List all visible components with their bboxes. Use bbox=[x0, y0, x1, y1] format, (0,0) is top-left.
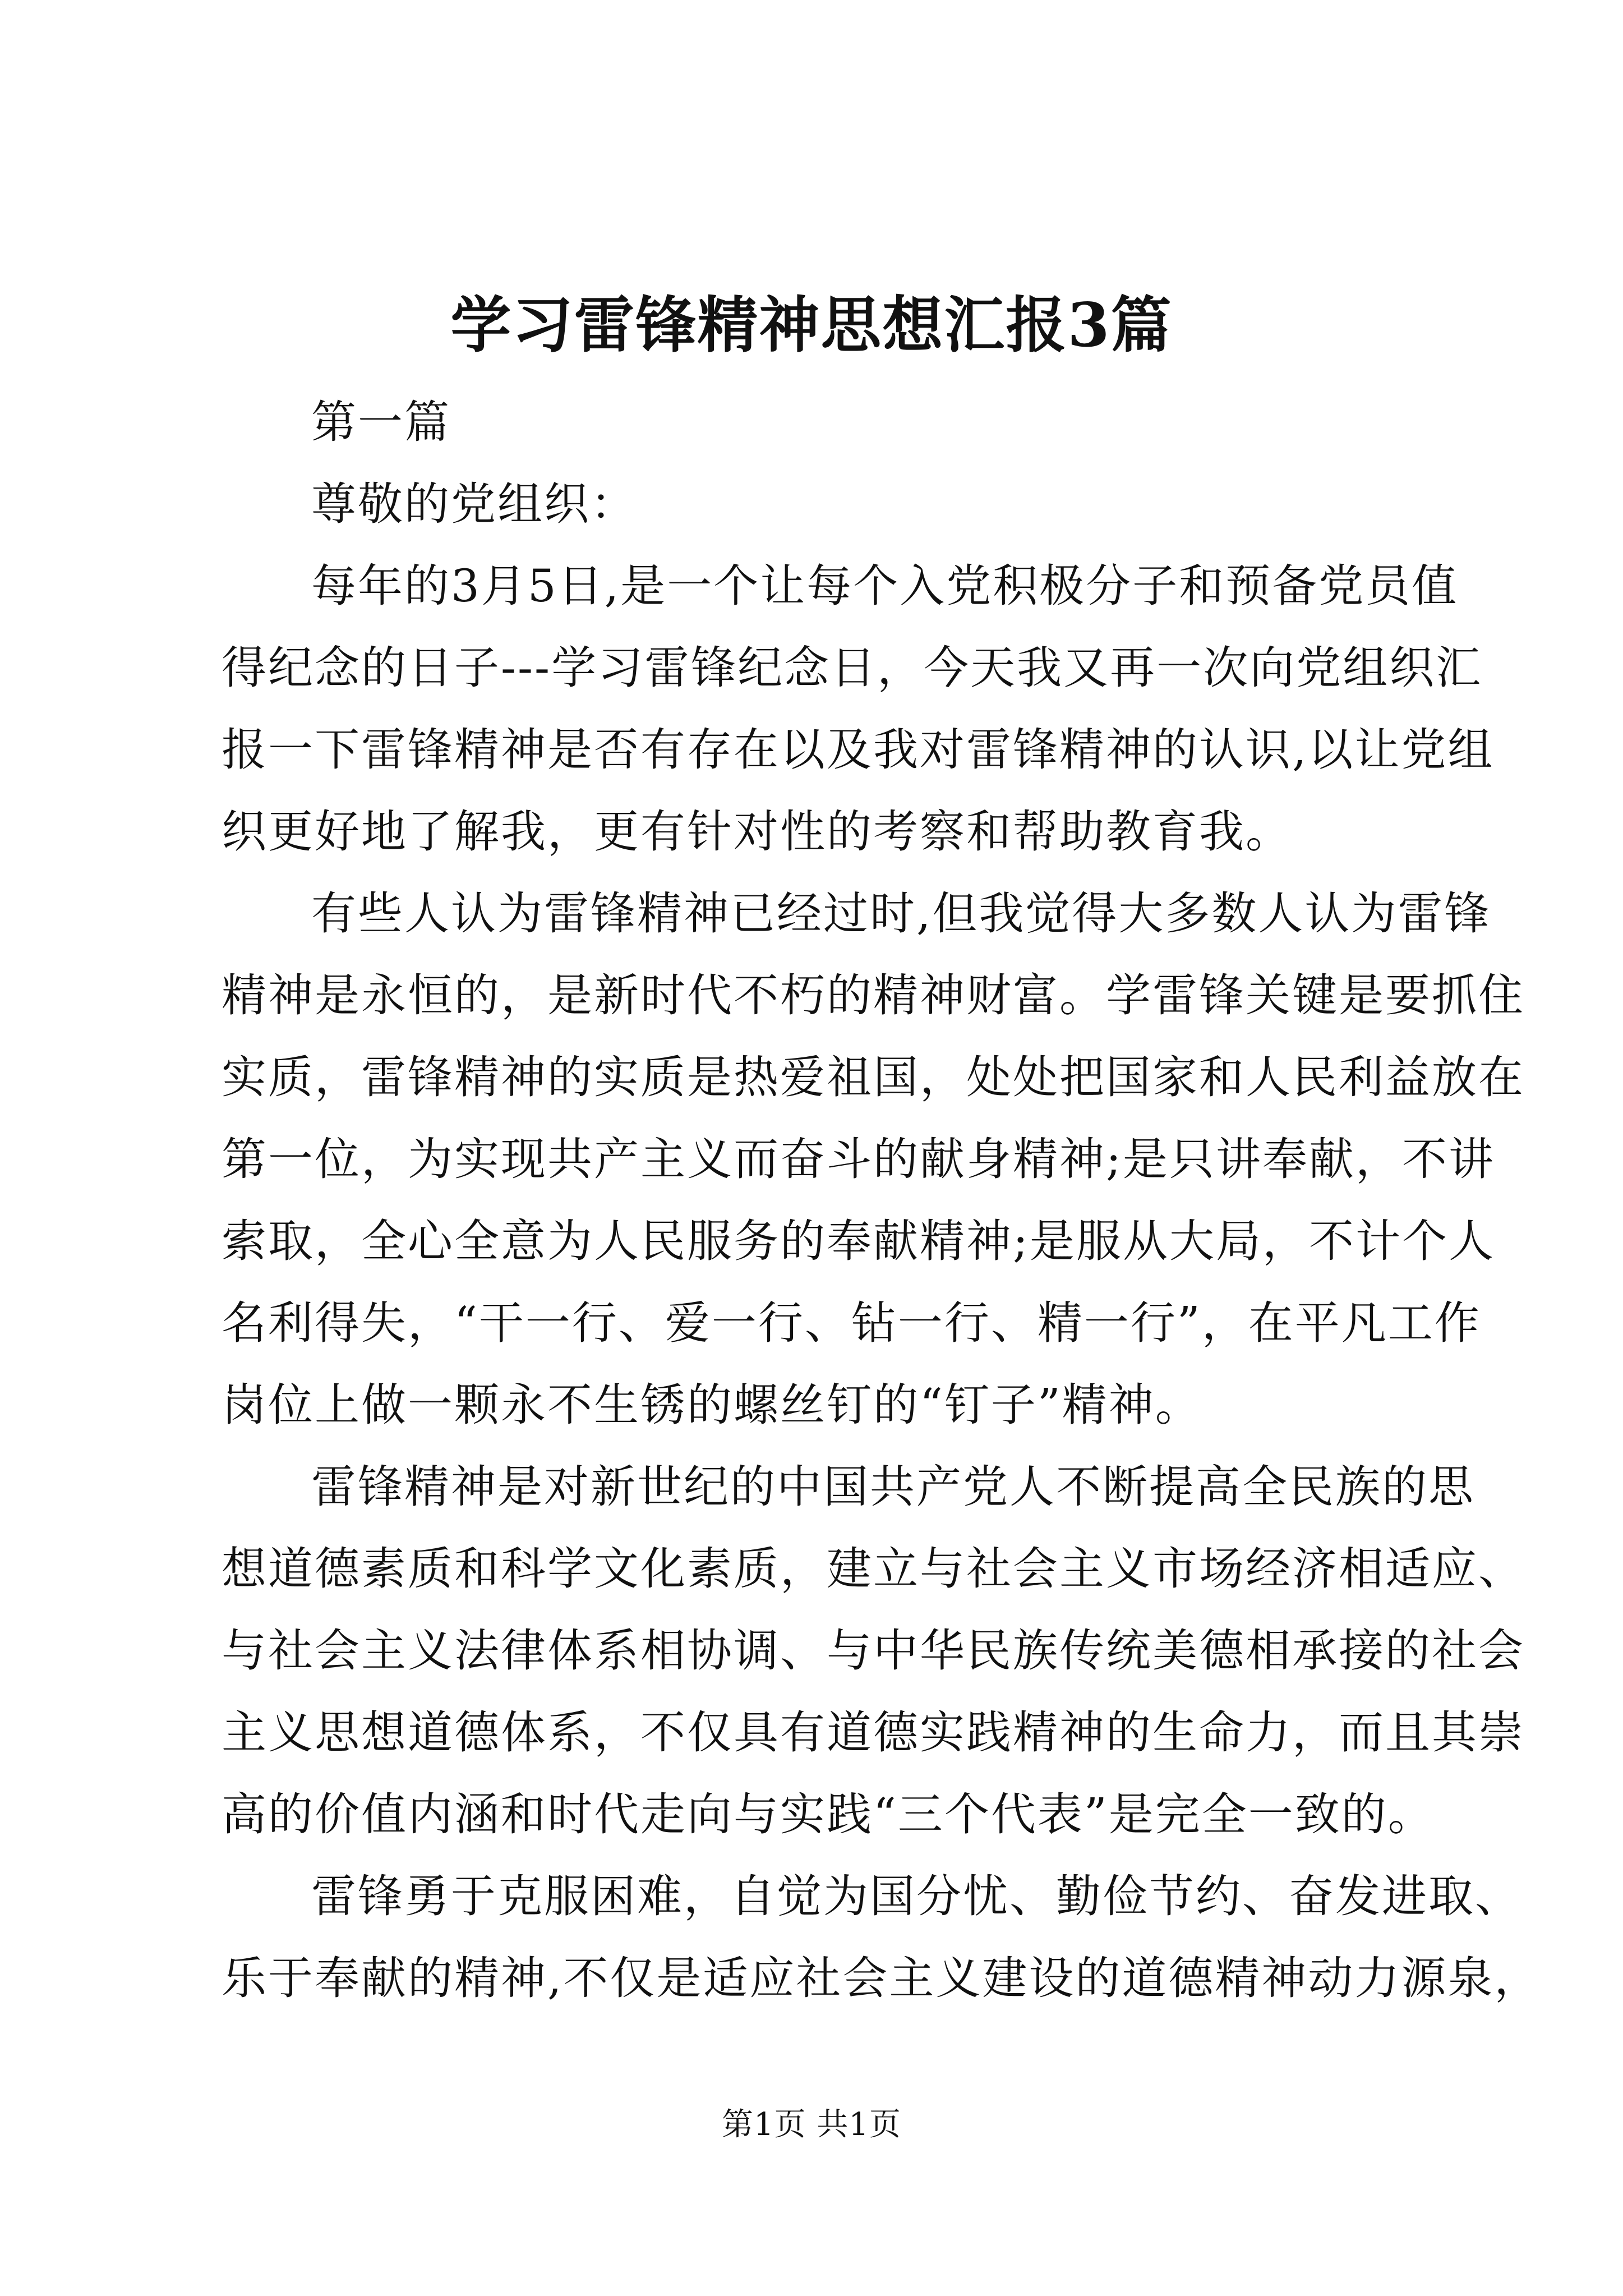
body-line: 想道德素质和科学文化素质，建立与社会主义市场经济相适应、 bbox=[222, 1543, 1525, 1595]
body-line: 主义思想道德体系，不仅具有道德实践精神的生命力，而且其崇 bbox=[222, 1706, 1525, 1759]
body-line: 雷锋精神是对新世纪的中国共产党人不断提高全民族的思 bbox=[311, 1461, 1475, 1513]
body-line: 索取，全心全意为人民服务的奉献精神;是服从大局，不计个人 bbox=[222, 1215, 1495, 1267]
page-footer: 第1页 共1页 bbox=[721, 2106, 902, 2143]
salutation: 尊敬的党组织： bbox=[311, 478, 637, 530]
body-line: 织更好地了解我，更有针对性的考察和帮助教育我。 bbox=[222, 806, 1292, 858]
body-line: 雷锋勇于克服困难，自觉为国分忧、勤俭节约、奋发进取、 bbox=[311, 1870, 1521, 1922]
body-line: 得纪念的日子---学习雷锋纪念日，今天我又再一次向党组织汇 bbox=[222, 642, 1483, 694]
body-line: 报一下雷锋精神是否有存在以及我对雷锋精神的认识,以让党组 bbox=[222, 724, 1495, 776]
body-line: 第一位，为实现共产主义而奋斗的献身精神;是只讲奉献，不讲 bbox=[222, 1133, 1495, 1185]
body-line: 精神是永恒的，是新时代不朽的精神财富。学雷锋关键是要抓住 bbox=[222, 969, 1525, 1022]
body-line: 岗位上做一颗永不生锈的螺丝钉的“钉子”精神。 bbox=[222, 1379, 1202, 1431]
document-title: 学习雷锋精神思想汇报3篇 bbox=[450, 290, 1173, 361]
document-body bbox=[222, 381, 1541, 2019]
body-line: 与社会主义法律体系相协调、与中华民族传统美德相承接的社会 bbox=[222, 1625, 1525, 1677]
body-line: 有些人认为雷锋精神已经过时,但我觉得大多数人认为雷锋 bbox=[311, 887, 1491, 940]
body-line: 乐于奉献的精神,不仅是适应社会主义建设的道德精神动力源泉， bbox=[222, 1952, 1541, 2004]
body-line: 名利得失，“干一行、爱一行、钻一行、精一行”，在平凡工作 bbox=[222, 1297, 1481, 1349]
section-heading: 第一篇 bbox=[311, 396, 451, 448]
body-line: 实质，雷锋精神的实质是热爱祖国，处处把国家和人民利益放在 bbox=[222, 1051, 1525, 1103]
body-line: 高的价值内涵和时代走向与实践“三个代表”是完全一致的。 bbox=[222, 1788, 1435, 1841]
body-line: 每年的3月5日,是一个让每个入党积极分子和预备党员值 bbox=[311, 560, 1459, 612]
